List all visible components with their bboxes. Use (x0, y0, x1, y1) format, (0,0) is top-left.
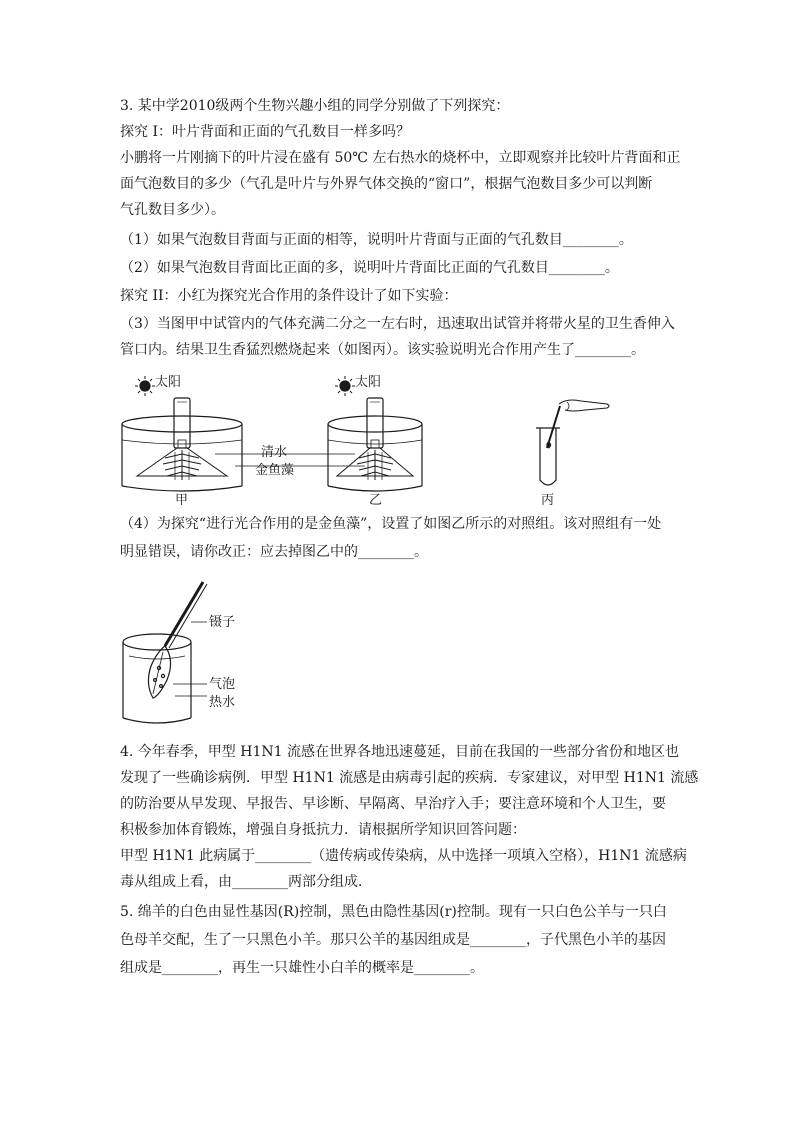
q5-line-3: 组成是________，再生一只雄性小白羊的概率是________。 (120, 960, 484, 976)
q3-part1-title: 探究 I：叶片背面和正面的气孔数目一样多吗？ (120, 124, 410, 140)
caption-yi: 乙 (369, 493, 383, 508)
q4-line-5: 甲型 H1N1 此病属于________（遗传病或传染病，从中选择一项填入空格），H1N1 流感病 (120, 848, 687, 864)
q3-part2-title: 探究 II：小红为探究光合作用的条件设计了如下实验： (120, 288, 458, 304)
q3-intro-line-1: 小鹏将一片刚摘下的叶片浸在盛有 50℃ 左右热水的烧杯中，立即观察并比较叶片背面和正 (120, 150, 681, 166)
pondweed-icon (163, 450, 201, 480)
q3-item-4-line-2: 明显错误，请你改正：应去掉图乙中的________。 (120, 544, 428, 560)
figure-bing (536, 400, 609, 485)
sun-label-jia: 太阳 (155, 375, 182, 390)
label-water: 清水 (261, 445, 288, 460)
q4-line-6: 毒从组成上看，由________两部分组成． (120, 874, 372, 890)
sun-icon (135, 376, 155, 396)
q3-intro-line-3: 气孔数目多少）。 (120, 202, 225, 218)
caption-jia: 甲 (175, 493, 189, 508)
q4-line-4: 积极参加体育锻炼，增强自身抵抗力．请根据所学知识回答问题： (120, 822, 526, 838)
sun-label-yi: 太阳 (355, 375, 382, 390)
q3-item-2: （2）如果气泡数目背面比正面的多，说明叶片背面比正面的气孔数目________。 (120, 260, 619, 276)
q4-line-2: 发现了一些确诊病例．甲型 H1N1 流感是由病毒引起的疾病．专家建议，对甲型 H1N1 流感 (120, 770, 699, 786)
q5-line-1: 5. 绵羊的白色由显性基因(R)控制，黑色由隐性基因(r)控制。现有一只白色公羊与一只白 (120, 904, 667, 920)
q5-line-2: 色母羊交配，生了一只黑色小羊。那只公羊的基因组成是________，子代黑色小羊的基因 (120, 932, 666, 948)
label-bubbles: 气泡 (209, 677, 236, 692)
figure-jia (122, 376, 242, 491)
q4-line-1: 4. 今年春季，甲型 H1N1 流感在世界各地迅速蔓延，目前在我国的一些部分省份和地区也 (120, 744, 679, 760)
figure-yi (328, 376, 422, 491)
leaf-icon (148, 646, 170, 698)
q4-line-3: 的防治要从早发现、早报告、早诊断、早隔离、早治疗入手；要注意环境和个人卫生，要 (120, 796, 666, 812)
q3-intro-line-2: 面气泡数目的多少（气孔是叶片与外界气体交换的“窗口”，根据气泡数目多少可以判断 (120, 176, 653, 192)
q3-title: 3. 某中学2010级两个生物兴趣小组的同学分别做了下列探究： (120, 98, 510, 114)
experiment-figure (115, 368, 735, 508)
sun-icon (335, 376, 355, 396)
q3-item-3-line-2: 管口内。结果卫生香猛烈燃烧起来（如图丙）。该实验说明光合作用产生了________。 (120, 342, 645, 358)
q3-item-1: （1）如果气泡数目背面与正面的相等，说明叶片背面与正面的气孔数目________。 (120, 232, 633, 248)
q3-item-3-line-1: （3）当图甲中试管内的气体充满二分之一左右时，迅速取出试管并将带火星的卫生香伸入 (120, 316, 675, 332)
beaker-figure (115, 572, 295, 732)
caption-bing: 丙 (541, 493, 555, 508)
label-tweezers: 镊子 (209, 615, 236, 630)
label-pondweed: 金鱼藻 (255, 463, 295, 478)
q3-item-4-line-1: （4）为探究“进行光合作用的是金鱼藻”，设置了如图乙所示的对照组。该对照组有一处 (120, 516, 662, 532)
label-hot-water: 热水 (209, 695, 236, 710)
